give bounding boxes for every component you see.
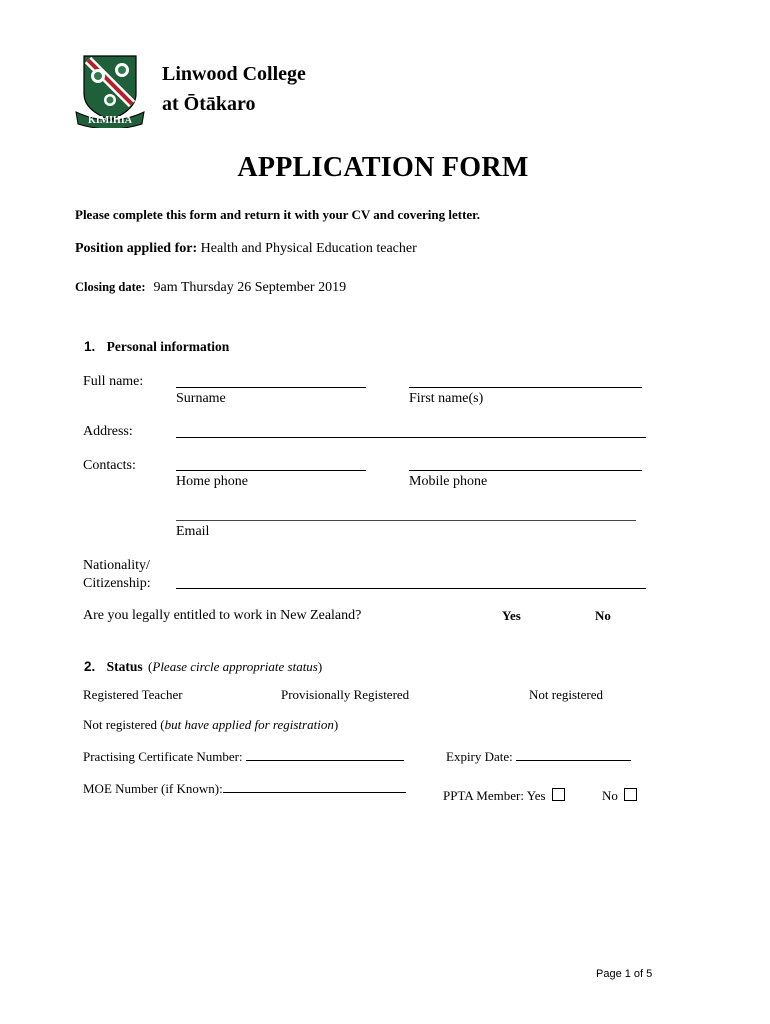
school-name-line1: Linwood College xyxy=(162,63,306,85)
note-italic: Please circle appropriate status xyxy=(152,659,318,674)
address-label: Address: xyxy=(83,424,133,439)
instructions: Please complete this form and return it with your CV and covering letter. xyxy=(75,207,480,222)
ppta-no-label: No xyxy=(602,788,618,803)
work-entitlement-question: Are you legally entitled to work in New Zealand? xyxy=(83,608,362,623)
applied-italic: but have applied for registration xyxy=(164,717,334,732)
first-names-field[interactable] xyxy=(409,387,642,388)
expiry-label: Expiry Date: xyxy=(446,749,513,764)
page-number: Page 1 of 5 xyxy=(596,968,653,980)
school-name-line2: at Ōtākaro xyxy=(162,93,256,115)
contacts-label: Contacts: xyxy=(83,458,136,473)
section1-title: Personal information xyxy=(106,339,230,354)
closing-label: Closing date: xyxy=(75,280,146,294)
applied-suffix: ) xyxy=(333,717,339,732)
full-name-label: Full name: xyxy=(83,374,144,389)
note-open: ( xyxy=(148,659,153,674)
logo-motto: KIMIHIA xyxy=(88,115,132,126)
nationality-field[interactable] xyxy=(176,588,646,589)
moe-number xyxy=(83,780,406,797)
address-field[interactable] xyxy=(176,437,646,438)
ppta-no-checkbox[interactable] xyxy=(624,788,637,801)
nationality-label-line1: Nationality/ xyxy=(83,558,150,573)
page-title: APPLICATION FORM xyxy=(237,152,529,183)
ppta-no xyxy=(602,788,637,804)
school-name xyxy=(162,59,306,119)
mobile-phone-caption: Mobile phone xyxy=(409,474,488,489)
closing-date xyxy=(75,278,346,296)
position-label: Position applied for: xyxy=(75,241,198,256)
home-phone-caption: Home phone xyxy=(176,474,248,489)
first-names-caption: First name(s) xyxy=(409,391,484,406)
note-close: ) xyxy=(317,659,323,674)
section1-heading xyxy=(84,339,229,355)
status-applied-registration[interactable] xyxy=(83,717,338,733)
section2-note xyxy=(148,659,322,674)
moe-number-field[interactable] xyxy=(223,780,406,793)
surname-field[interactable] xyxy=(176,387,366,388)
section2-heading xyxy=(84,659,322,675)
school-crest-logo xyxy=(74,54,146,128)
practising-label: Practising Certificate Number: xyxy=(83,749,243,764)
email-caption: Email xyxy=(176,524,210,539)
ppta-label: PPTA Member: Yes xyxy=(443,788,546,803)
ppta-member xyxy=(443,788,565,804)
position-value: Health and Physical Education teacher xyxy=(200,241,417,256)
status-provisionally-registered[interactable]: Provisionally Registered xyxy=(281,687,410,702)
email-field[interactable] xyxy=(176,520,636,521)
ppta-yes-checkbox[interactable] xyxy=(552,788,565,801)
section2-title: Status xyxy=(106,659,143,674)
expiry-date-field[interactable] xyxy=(516,748,631,761)
mobile-phone-field[interactable] xyxy=(409,470,642,471)
closing-value: 9am Thursday 26 September 2019 xyxy=(153,280,347,295)
status-registered-teacher[interactable]: Registered Teacher xyxy=(83,687,183,702)
status-not-registered[interactable]: Not registered xyxy=(529,687,604,702)
position-applied xyxy=(75,241,417,257)
crest-shield-icon xyxy=(74,54,146,128)
work-yes-option[interactable]: Yes xyxy=(502,608,521,623)
moe-label: MOE Number (if Known): xyxy=(83,781,223,796)
nationality-label-line2: Citizenship: xyxy=(83,576,151,591)
applied-prefix: Not registered ( xyxy=(83,717,165,732)
practising-number-field[interactable] xyxy=(246,748,404,761)
home-phone-field[interactable] xyxy=(176,470,366,471)
nationality-label xyxy=(83,557,151,593)
section2-number: 2. xyxy=(84,659,96,674)
expiry-date xyxy=(446,748,631,765)
work-no-option[interactable]: No xyxy=(595,608,611,623)
section1-number: 1. xyxy=(84,339,96,354)
practising-certificate xyxy=(83,748,404,765)
surname-caption: Surname xyxy=(176,391,226,406)
